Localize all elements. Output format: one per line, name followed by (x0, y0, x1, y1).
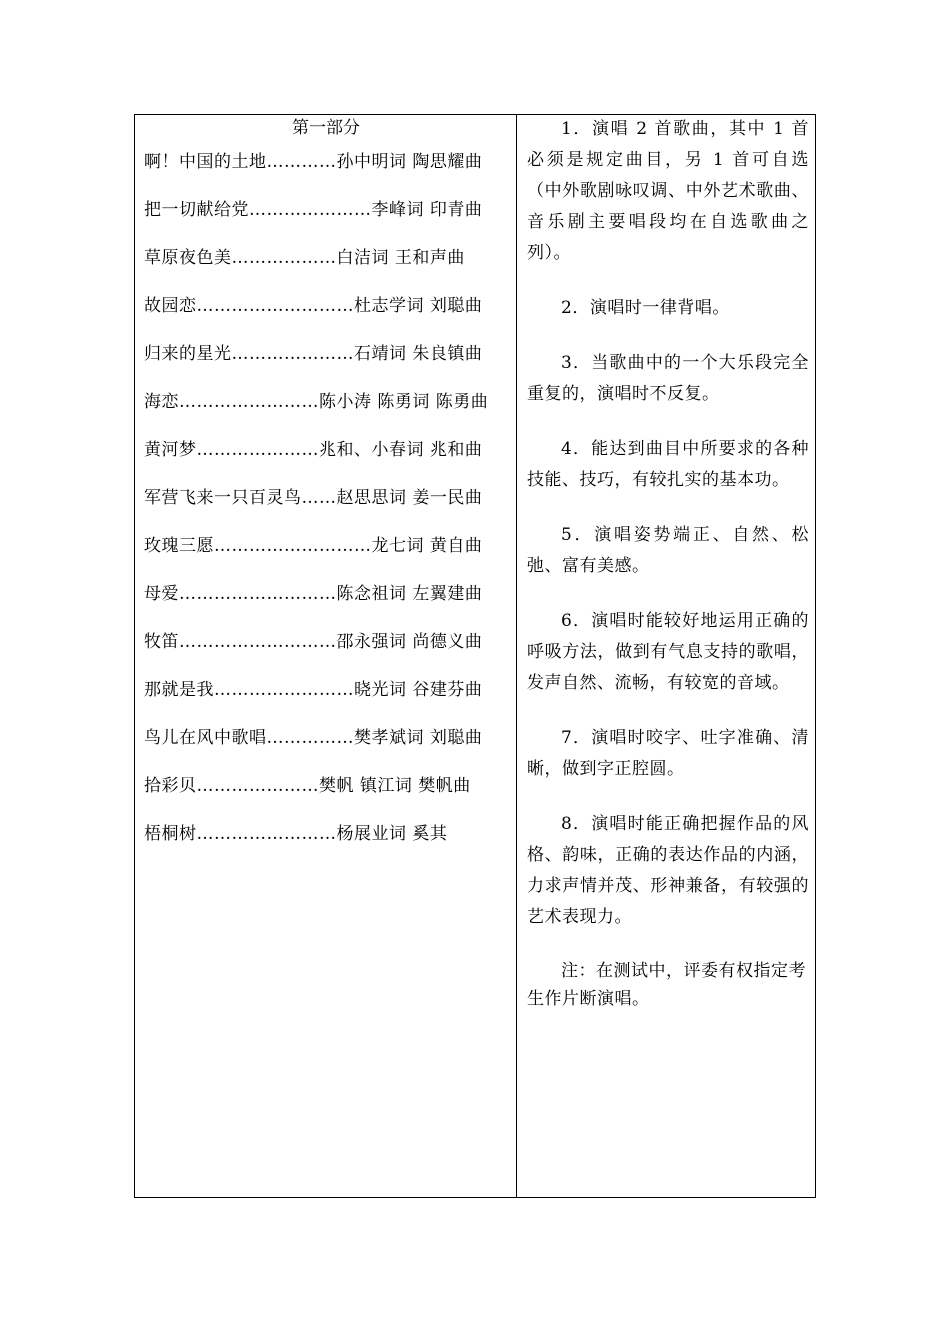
song-title: 故园恋……………………… (144, 296, 354, 316)
requirement-item: 3．当歌曲中的一个大乐段完全重复的，演唱时不反复。 (527, 353, 809, 404)
requirement-item: 7．演唱时咬字、吐字准确、清晰，做到字正腔圆。 (527, 728, 809, 779)
requirement-item: 5．演唱姿势端正、自然、松弛、富有美感。 (527, 525, 809, 576)
song-credit: 石靖词 朱良镇曲 (354, 344, 483, 364)
song-title: 鸟儿在风中歌唱…………… (144, 728, 354, 748)
song-credit: 邵永强词 尚德义曲 (336, 632, 483, 652)
song-credit: 杜志学词 刘聪曲 (354, 296, 483, 316)
song-title: 母爱……………………… (144, 584, 337, 604)
song-credit: 晓光词 谷建芬曲 (354, 680, 483, 700)
song-list-column (135, 115, 517, 1197)
song-title: 牧笛……………………… (144, 632, 337, 652)
song-title: 玫瑰三愿……………………… (144, 536, 372, 556)
song-entry (144, 390, 508, 414)
song-credit: 李峰词 印青曲 (371, 200, 483, 220)
song-title: 梧桐树…………………… (144, 824, 337, 844)
song-title: 拾彩贝………………… (144, 776, 319, 796)
song-credit: 龙七词 黄自曲 (371, 536, 483, 556)
content-table (134, 114, 816, 1198)
song-title: 军营飞来一只百灵鸟…… (144, 488, 337, 508)
song-title: 草原夜色美……………… (144, 248, 337, 268)
song-entry (144, 342, 508, 366)
song-entry (144, 486, 508, 510)
requirement-item: 6．演唱时能较好地运用正确的呼吸方法，做到有气息支持的歌唱，发声自然、流畅，有较宽的音域。 (527, 611, 809, 693)
song-entry (144, 198, 508, 222)
note-text: 注：在测试中，评委有权指定考生作片断演唱。 (527, 961, 806, 1009)
song-credit: 白洁词 王和声曲 (336, 248, 465, 268)
song-title: 那就是我…………………… (144, 680, 354, 700)
song-entry (144, 726, 508, 750)
song-entry (144, 294, 508, 318)
requirement-item: 8．演唱时能正确把握作品的风格、韵味，正确的表达作品的内涵，力求声情并茂、形神兼备，有较强的艺术表现力。 (527, 814, 809, 927)
requirements-column (517, 115, 815, 1197)
song-credit: 陈念祖词 左翼建曲 (336, 584, 483, 604)
song-entry (144, 822, 508, 846)
song-entry (144, 678, 508, 702)
song-title: 黄河梦………………… (144, 440, 319, 460)
song-credit: 樊帆 镇江词 樊帆曲 (319, 776, 471, 796)
song-credit: 杨展业词 奚其 (336, 824, 448, 844)
song-credit: 兆和、小春词 兆和曲 (319, 440, 483, 460)
song-entry (144, 630, 508, 654)
song-credit: 陈小涛 陈勇词 陈勇曲 (319, 392, 489, 412)
requirement-item: 4．能达到曲目中所要求的各种技能、技巧，有较扎实的基本功。 (527, 439, 809, 490)
song-entry (144, 150, 508, 174)
song-credit: 孙中明词 陶思耀曲 (336, 152, 483, 172)
song-list (144, 150, 508, 846)
song-credit: 樊孝斌词 刘聪曲 (354, 728, 483, 748)
song-title: 啊！中国的土地………… (144, 152, 337, 172)
section-title: 第一部分 (292, 118, 360, 138)
song-entry (144, 582, 508, 606)
song-entry (144, 774, 508, 798)
song-entry (144, 438, 508, 462)
requirement-item: 1．演唱 2 首歌曲，其中 1 首必须是规定曲目，另 1 首可自选（中外歌剧咏叹调、中外艺术歌曲、音乐剧主要唱段均在自选歌曲之列）。 (527, 119, 809, 263)
song-credit: 赵思思词 姜一民曲 (336, 488, 483, 508)
song-title: 海恋…………………… (144, 392, 319, 412)
song-title: 把一切献给党………………… (144, 200, 372, 220)
song-title: 归来的星光………………… (144, 344, 354, 364)
requirement-item: 2．演唱时一律背唱。 (561, 298, 730, 318)
song-entry (144, 534, 508, 558)
song-entry (144, 246, 508, 270)
requirements-list (527, 115, 809, 933)
